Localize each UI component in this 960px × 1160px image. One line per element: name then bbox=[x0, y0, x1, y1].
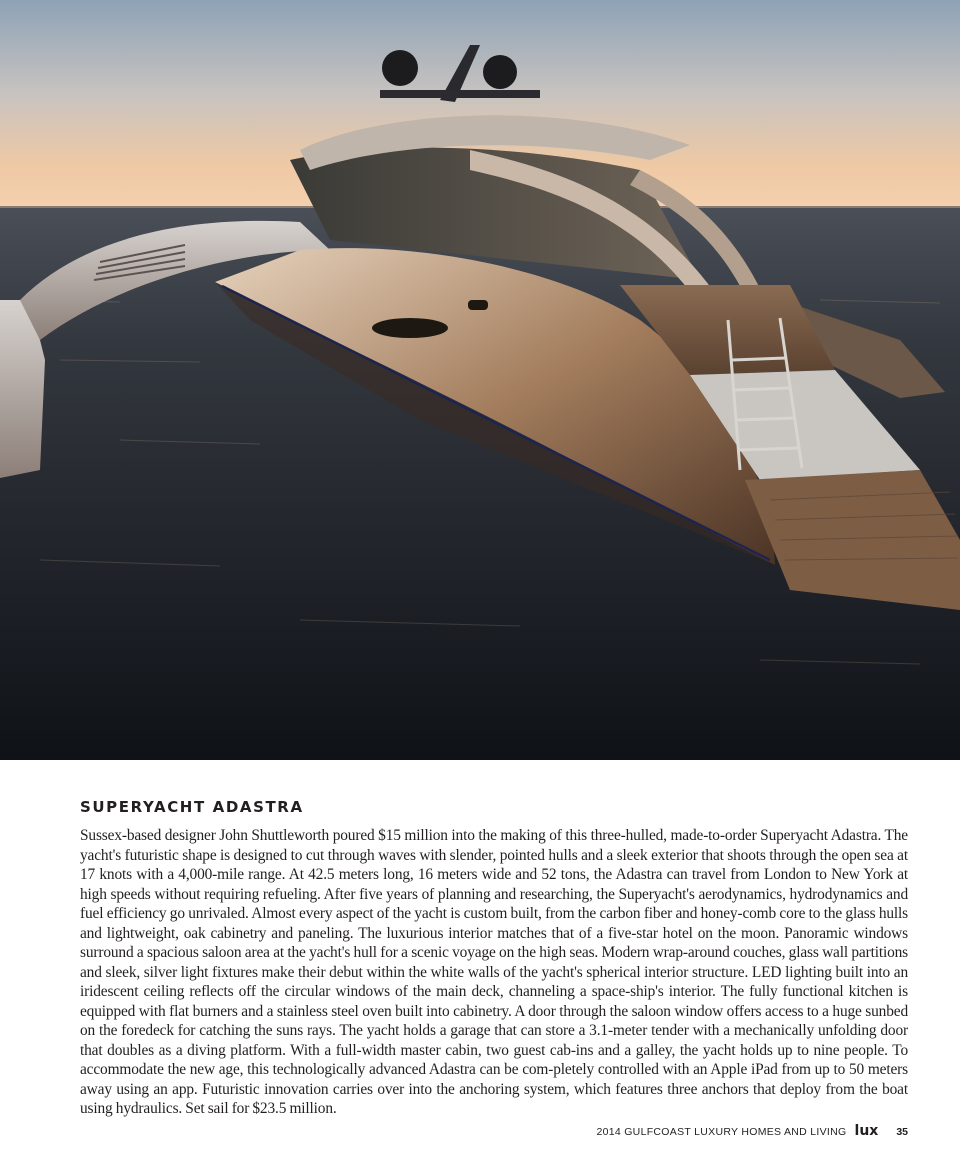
article-body: Sussex-based designer John Shuttleworth poured $15 million into the making of this three-hulled, made-to-order Superyacht Adastra. The yacht's futuristic shape is designed to cut through waves with slender, pointed hulls and a sleek exterior that shoots through the open sea at 17 knots with a 4,000-mile range. At 42.5 meters long, 16 meters wide and 52 tons, the Adastra can travel from London to New York at high speeds without requiring refueling. After five years of planning and researching, the Superyacht's aerodynamics, hydrodynamics and fuel efficiency go unrivaled. Almost every aspect of the yacht is custom built, from the carbon fiber and honey-comb core to the glass hulls and lightweight, oak cabinetry and paneling. The luxurious interior matches that of a five-star hotel on the moon. Panoramic windows surround a spacious saloon area at the yacht's hull for a scenic voyage on the high seas. Modern wrap-around couches, glass wall partitions and sleek, silver light fixtures make their debut within the white walls of the yacht's spherical interior structure. LED lighting built into an iridescent ceiling reflects off the circular windows of the main deck, channeling a space-ship's interior. The fully functional kitchen is equipped with flat burners and a stainless steel oven built into cabinetry. A door through the saloon window offers access to a huge sunbed on the foredeck for catching the suns rays. The yacht holds a garage that can store a 3.1-meter tender with a mechanically unfolding door that doubles as a diving platform. With a full-width master cabin, two guest cab-ins and a galley, the yacht holds up to nine people. To accommodate the new age, this technologically advanced Adastra can be com-pletely controlled with an Apple iPad from up to 50 meters away using an app. Futuristic innovation carries over into the anchoring system, which features three anchors that deploy from the boat using hydraulics. Set sail for $23.5 million. bbox=[80, 827, 908, 1117]
hull-window bbox=[372, 318, 448, 338]
page-footer bbox=[596, 1123, 908, 1139]
publication-name: 2014 GULFCOAST LUXURY HOMES AND LIVING bbox=[596, 1126, 847, 1138]
radar-dome-left bbox=[382, 50, 418, 86]
radar-dome-right bbox=[483, 55, 517, 89]
lux-logo: lux bbox=[854, 1123, 879, 1139]
page-number: 35 bbox=[896, 1126, 908, 1138]
article bbox=[80, 798, 908, 1119]
article-headline: SUPERYACHT ADASTRA bbox=[80, 798, 304, 816]
